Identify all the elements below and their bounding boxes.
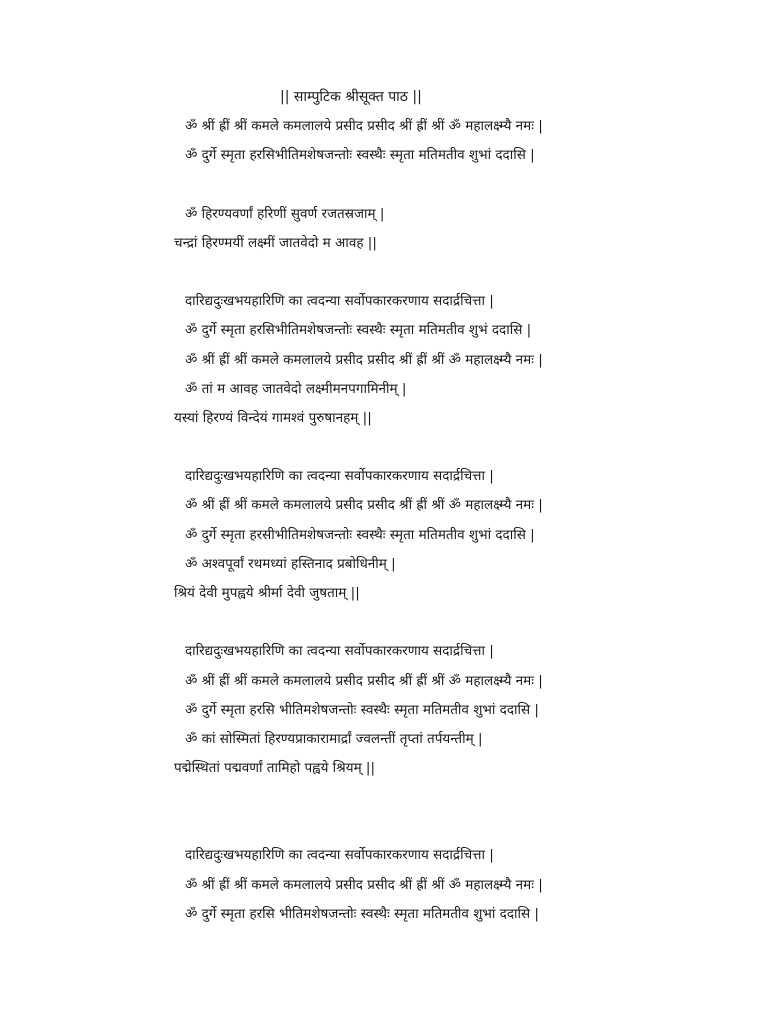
document-body — [174, 115, 755, 932]
text-line: ॐ अश्वपूर्वां रथमध्यां हस्तिनाद प्रबोधिनीम् | — [185, 555, 396, 572]
text-line: ॐ तां म आवह जातवेदो लक्ष्मीमनपगामिनीम् | — [185, 380, 407, 397]
text-line: दारिद्यदुःखभयहारिणि का त्वदन्या सर्वोपकारकरणाय सदार्द्रचित्ता | — [185, 468, 494, 485]
stanza-gap — [185, 173, 755, 202]
stanza-gap — [185, 436, 755, 465]
stanza-gap — [185, 261, 755, 290]
text-line: श्रियं देवी मुपह्वये श्रीर्मा देवी जुषताम् || — [174, 585, 360, 601]
text-line: ॐ दुर्गे स्मृता हरसिभीतिमशेषजन्तोः स्वस्थैः स्मृता मतिमतीव शुभं ददासि | — [185, 322, 532, 339]
text-line: दारिद्यदुःखभयहारिणि का त्वदन्या सर्वोपकारकरणाय सदार्द्रचित्ता | — [185, 847, 494, 864]
stanza-gap — [185, 611, 755, 640]
text-line: ॐ दुर्गे स्मृता हरसिभीतिमशेषजन्तोः स्वस्थैः स्मृता मतिमतीव शुभां ददासि | — [185, 147, 535, 164]
text-line: ॐ दुर्गे स्मृता हरसि भीतिमशेषजन्तोः स्वस्थैः स्मृता मतिमतीव शुभां ददासि | — [185, 905, 539, 922]
text-line: ॐ श्रीं ह्रीं श्रीं कमले कमलालये प्रसीद प्रसीद श्रीं ह्रीं श्रीं ॐ महालक्ष्म्यै नमः | — [185, 351, 543, 368]
text-line: ॐ श्रीं ह्रीं श्रीं कमले कमलालये प्रसीद प्रसीद श्रीं ह्रीं श्रीं ॐ महालक्ष्म्यै नमः | — [185, 118, 543, 134]
text-line: दारिद्यदुःखभयहारिणि का त्वदन्या सर्वोपकारकरणाय सदार्द्रचित्ता | — [185, 293, 494, 310]
text-line: ॐ श्रीं ह्रीं श्रीं कमले कमलालये प्रसीद प्रसीद श्रीं ह्रीं श्रीं ॐ महालक्ष्म्यै नमः | — [185, 497, 543, 514]
text-line: चन्द्रां हिरण्मयीं लक्ष्मीं जातवेदो म आवह || — [174, 234, 377, 251]
text-line: ॐ दुर्गे स्मृता हरसीभीतिमशेषजन्तोः स्वस्थैः स्मृता मतिमतीव शुभां ददासि | — [185, 526, 535, 543]
text-line: ॐ कां सोस्मितां हिरण्यप्राकारामार्द्रां ज्वलन्तीं तृप्तां तर्पयन्तीम् | — [185, 730, 483, 747]
text-line: ॐ श्रीं ह्रीं श्रीं कमले कमलालये प्रसीद प्रसीद श्रीं ह्रीं श्रीं ॐ महालक्ष्म्यै नमः | — [185, 672, 543, 689]
text-line: पद्मेस्थितां पद्मवर्णां तामिहो पह्वये श्रियम् || — [174, 760, 376, 777]
text-line: ॐ हिरण्यवर्णां हरिणीं सुवर्ण रजतस्रजाम् | — [185, 205, 385, 222]
text-line: दारिद्यदुःखभयहारिणि का त्वदन्या सर्वोपकारकरणाय सदार्द्रचित्ता | — [185, 643, 494, 660]
document-title: || साम्पुटिक श्रीसूक्त पाठ || — [280, 89, 422, 105]
text-line: ॐ श्रीं ह्रीं श्रीं कमले कमलालये प्रसीद प्रसीद श्रीं ह्रीं श्रीं ॐ महालक्ष्म्यै नमः | — [185, 876, 543, 893]
text-line: यस्यां हिरण्यं विन्देयं गामश्वं पुरुषानहम् || — [174, 409, 372, 426]
text-line: ॐ दुर्गे स्मृता हरसि भीतिमशेषजन्तोः स्वस्थैः स्मृता मतिमतीव शुभां ददासि | — [185, 701, 539, 718]
stanza-gap — [185, 786, 755, 844]
